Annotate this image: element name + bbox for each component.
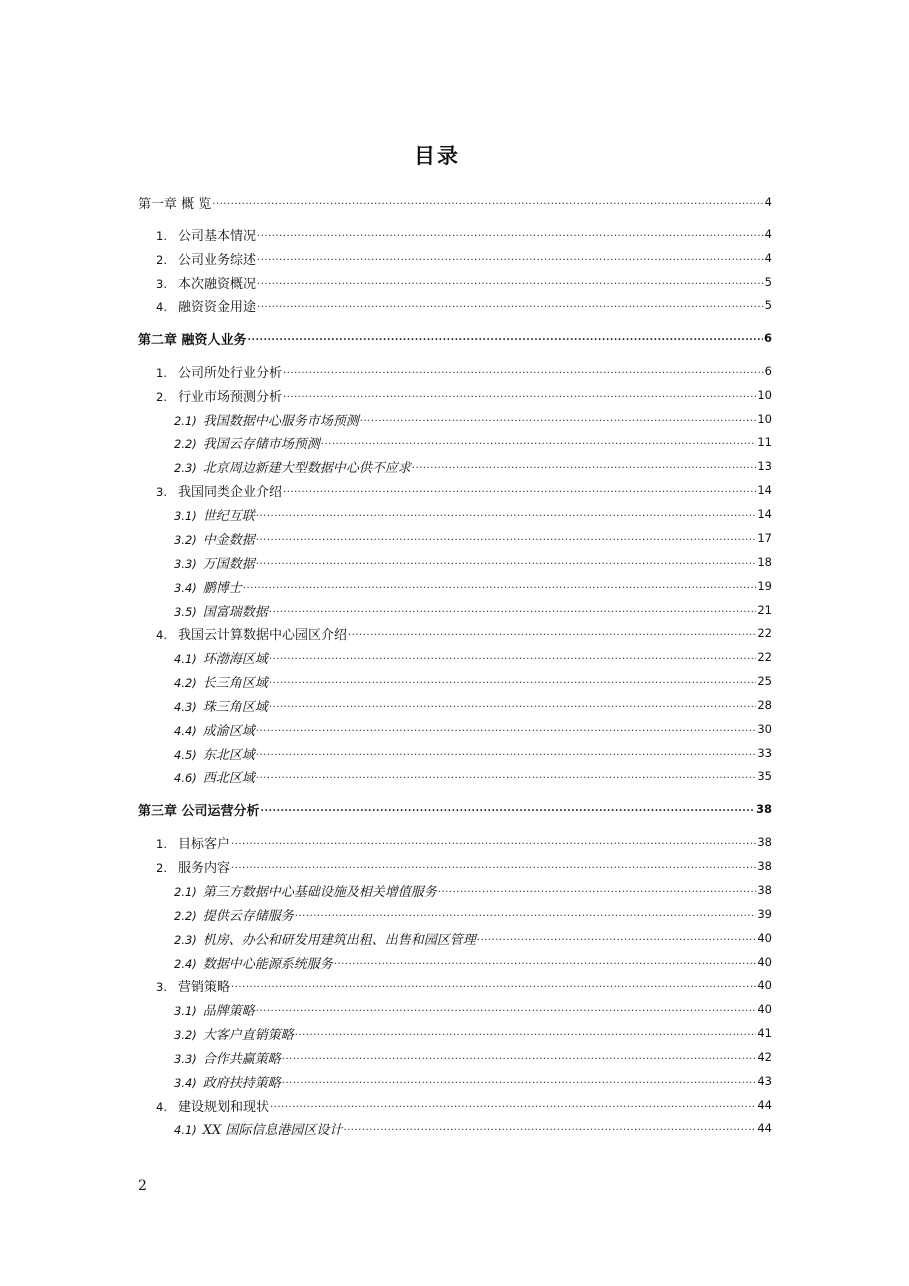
toc-dot-leader <box>438 880 757 900</box>
toc-dot-leader <box>283 385 756 405</box>
toc-entry[interactable] <box>174 904 772 924</box>
toc-entry-number: 3.5) <box>174 604 197 619</box>
toc-dot-leader <box>360 409 757 429</box>
toc-dot-leader <box>269 647 757 667</box>
toc-entry-number: 3.2) <box>174 532 197 547</box>
toc-entry[interactable] <box>156 295 772 315</box>
toc-dot-leader <box>256 504 757 524</box>
toc-entry-number: 2.3) <box>174 932 197 947</box>
toc-entry[interactable] <box>174 432 772 452</box>
toc-entry-text: 北京周边新建大型数据中心供不应求 <box>202 460 411 476</box>
toc-dot-leader <box>212 192 763 212</box>
toc-entry-text: 我国云计算数据中心园区介绍 <box>178 627 348 643</box>
toc-entry-page: 11 <box>757 435 772 449</box>
toc-entry-page: 5 <box>764 298 772 312</box>
toc-dot-leader <box>248 328 763 348</box>
toc-entry-page: 21 <box>757 603 772 617</box>
toc-entry-label <box>174 672 268 691</box>
toc-entry-number: 4.1) <box>174 651 197 666</box>
toc-entry-text: 第三方数据中心基础设施及相关增值服务 <box>202 884 437 900</box>
toc-entry[interactable] <box>156 975 772 995</box>
toc-entry-page: 43 <box>757 1074 772 1088</box>
toc-entry-text: 西北区域 <box>202 770 255 786</box>
toc-entry-text: 提供云存储服务 <box>202 908 294 924</box>
toc-entry-label <box>138 329 247 348</box>
toc-entry-number: 2.2) <box>174 436 197 451</box>
toc-entry[interactable] <box>174 880 772 900</box>
toc-entry[interactable] <box>174 552 772 572</box>
toc-dot-leader <box>283 361 764 381</box>
toc-dot-leader <box>257 248 764 268</box>
toc-entry-page: 41 <box>757 1026 772 1040</box>
toc-entry-text: 第二章 融资人业务 <box>138 332 247 348</box>
toc-entry-page: 39 <box>757 907 772 921</box>
toc-entry-page: 38 <box>757 883 772 897</box>
toc-entry[interactable] <box>174 1047 772 1067</box>
toc-entry-page: 6 <box>763 331 772 345</box>
toc-entry-page: 28 <box>757 698 772 712</box>
toc-entry[interactable] <box>174 952 772 972</box>
toc-entry-page: 40 <box>757 931 772 945</box>
toc-entry-text: 鹏博士 <box>202 580 242 596</box>
page-number: 2 <box>138 1178 147 1194</box>
toc-dot-leader <box>412 456 757 476</box>
toc-entry-number: 1. <box>156 836 167 851</box>
toc-entry-label <box>174 553 255 572</box>
toc-entry-label <box>174 529 255 548</box>
toc-entry-label <box>138 193 211 212</box>
toc-entry[interactable] <box>174 743 772 763</box>
toc-entry-text: XX 国际信息港园区设计 <box>202 1122 343 1138</box>
toc-entry-number: 4.1) <box>174 1122 197 1137</box>
toc-dot-leader <box>334 952 757 972</box>
toc-entry-text: 服务内容 <box>178 860 231 876</box>
toc-entry[interactable] <box>174 647 772 667</box>
toc-entry-page: 38 <box>757 835 772 849</box>
toc-dot-leader <box>269 671 757 691</box>
toc-entry[interactable] <box>156 224 772 244</box>
toc-dot-leader <box>257 272 764 292</box>
toc-entry-label <box>174 720 255 739</box>
toc-entry-number: 2.2) <box>174 908 197 923</box>
toc-dot-leader <box>283 480 756 500</box>
toc-entry-number: 2.3) <box>174 460 197 475</box>
toc-entry-page: 14 <box>757 507 772 521</box>
toc-entry-text: 世纪互联 <box>202 508 255 524</box>
toc-entry-number: 4.3) <box>174 699 197 714</box>
toc-entry-number: 4.4) <box>174 723 197 738</box>
toc-entry[interactable] <box>156 248 772 268</box>
toc-entry-label <box>156 296 256 315</box>
toc-dot-leader <box>257 224 764 244</box>
toc-entry[interactable] <box>174 719 772 739</box>
toc-dot-leader <box>256 528 757 548</box>
toc-entry-number: 3. <box>156 979 167 994</box>
toc-entry-label <box>174 601 268 620</box>
toc-entry[interactable] <box>174 409 772 429</box>
toc-entry-number: 2.1) <box>174 413 197 428</box>
toc-entry-label <box>156 857 230 876</box>
toc-entry-label <box>174 1048 281 1067</box>
toc-entry-number: 4.2) <box>174 675 197 690</box>
toc-dot-leader <box>282 1047 757 1067</box>
toc-dot-leader <box>261 799 755 819</box>
toc-entry-number: 3.4) <box>174 580 197 595</box>
toc-dot-leader <box>295 1023 757 1043</box>
toc-entry[interactable] <box>156 385 772 405</box>
toc-entry-text: 长三角区域 <box>202 675 268 691</box>
toc-entry-text: 万国数据 <box>202 556 255 572</box>
toc-entry-text: 机房、办公和研发用建筑出租、出售和园区管理 <box>202 932 476 948</box>
toc-entry-label <box>156 624 347 643</box>
toc-entry-page: 13 <box>757 459 772 473</box>
toc-entry-page: 33 <box>757 746 772 760</box>
toc-entry[interactable] <box>174 1071 772 1091</box>
toc-entry[interactable] <box>174 766 772 786</box>
toc-entry-number: 1. <box>156 365 167 380</box>
toc-entry-label <box>174 696 268 715</box>
toc-entry-page: 22 <box>757 626 772 640</box>
toc-dot-leader <box>321 432 757 452</box>
toc-entry-text: 大客户直销策略 <box>202 1027 294 1043</box>
toc-entry-page: 4 <box>764 227 772 241</box>
toc-dot-leader <box>348 623 756 643</box>
toc-entry-number: 3.3) <box>174 1051 197 1066</box>
toc-entry[interactable] <box>174 600 772 620</box>
toc-entry-text: 品牌策略 <box>202 1003 255 1019</box>
toc-entry-text: 中金数据 <box>202 532 255 548</box>
toc-entry[interactable] <box>156 832 772 852</box>
toc-entry-number: 3.4) <box>174 1075 197 1090</box>
toc-entry-label <box>156 386 282 405</box>
toc-entry[interactable] <box>174 695 772 715</box>
toc-entry[interactable] <box>156 1095 772 1115</box>
toc-entry-label <box>174 410 359 429</box>
toc-entry-page: 17 <box>757 531 772 545</box>
toc-entry-text: 成渝区域 <box>202 723 255 739</box>
toc-entry-text: 合作共赢策略 <box>202 1051 281 1067</box>
toc-entry-page: 42 <box>757 1050 772 1064</box>
toc-entry-label <box>174 905 294 924</box>
toc-entry-number: 3.1) <box>174 508 197 523</box>
toc-entry-number: 3. <box>156 276 167 291</box>
toc-entry-number: 4.6) <box>174 770 197 785</box>
toc-dot-leader <box>231 832 756 852</box>
toc-entry-page: 40 <box>757 1002 772 1016</box>
toc-entry[interactable] <box>174 456 772 476</box>
toc-dot-leader <box>295 904 757 924</box>
toc-entry-number: 3. <box>156 484 167 499</box>
toc-entry-label <box>156 362 282 381</box>
toc-entry-text: 目标客户 <box>178 836 231 852</box>
toc-entry-text: 我国云存储市场预测 <box>202 436 320 452</box>
toc-entry-text: 珠三角区域 <box>202 699 268 715</box>
toc-entry[interactable] <box>156 623 772 643</box>
toc-entry[interactable] <box>174 1118 772 1138</box>
toc-dot-leader <box>282 1071 757 1091</box>
toc-entry-label <box>174 881 437 900</box>
toc-entry[interactable] <box>174 999 772 1019</box>
toc-entry-page: 38 <box>757 859 772 873</box>
toc-dot-leader <box>231 975 756 995</box>
toc-entry-text: 东北区域 <box>202 747 255 763</box>
toc-entry-label <box>156 249 256 268</box>
toc-entry-number: 4. <box>156 1099 167 1114</box>
toc-entry-page: 4 <box>764 251 772 265</box>
toc-entry[interactable] <box>174 928 772 948</box>
toc-entry-label <box>174 1024 294 1043</box>
toc-entry[interactable] <box>138 799 772 819</box>
toc-dot-leader <box>243 576 757 596</box>
toc-entry-number: 2. <box>156 389 167 404</box>
toc-entry-text: 数据中心能源系统服务 <box>202 956 333 972</box>
toc-entry-text: 国富瑞数据 <box>202 604 268 620</box>
toc-entry[interactable] <box>174 576 772 596</box>
toc-entry[interactable] <box>156 361 772 381</box>
toc-dot-leader <box>270 1095 756 1115</box>
toc-entry-number: 2. <box>156 252 167 267</box>
document-title: 目录 <box>414 144 460 168</box>
toc-entry-page: 14 <box>757 483 772 497</box>
toc-entry-page: 10 <box>757 412 772 426</box>
toc-entry-text: 融资资金用途 <box>178 299 257 315</box>
toc-entry-number: 4.5) <box>174 747 197 762</box>
toc-entry-page: 25 <box>757 674 772 688</box>
toc-dot-leader <box>256 719 757 739</box>
toc-entry-page: 5 <box>764 275 772 289</box>
toc-entry-label <box>156 225 256 244</box>
toc-entry-page: 10 <box>757 388 772 402</box>
toc-entry-page: 18 <box>757 555 772 569</box>
toc-entry-label <box>174 648 268 667</box>
toc-entry[interactable] <box>174 504 772 524</box>
toc-entry-number: 3.2) <box>174 1027 197 1042</box>
toc-entry-text: 我国同类企业介绍 <box>178 484 283 500</box>
toc-entry-page: 30 <box>757 722 772 736</box>
toc-entry-number: 2.1) <box>174 884 197 899</box>
toc-entry[interactable] <box>174 528 772 548</box>
toc-entry-label <box>156 976 230 995</box>
toc-entry-text: 第三章 公司运营分析 <box>138 803 260 819</box>
toc-entry[interactable] <box>174 671 772 691</box>
toc-entry-label <box>174 953 333 972</box>
toc-entry-text: 营销策略 <box>178 979 231 995</box>
toc-dot-leader <box>343 1118 756 1138</box>
toc-entry-label <box>174 1072 281 1091</box>
toc-entry-text: 本次融资概况 <box>178 276 257 292</box>
toc-entry-number: 3.1) <box>174 1003 197 1018</box>
toc-entry-number: 4. <box>156 299 167 314</box>
toc-entry-text: 公司基本情况 <box>178 228 257 244</box>
toc-entry-number: 2.4) <box>174 956 197 971</box>
toc-entry-page: 44 <box>757 1098 772 1112</box>
toc-entry-number: 1. <box>156 228 167 243</box>
toc-entry-label <box>174 433 320 452</box>
toc-entry-page: 6 <box>764 364 772 378</box>
toc-entry-label <box>174 505 255 524</box>
toc-entry-number: 4. <box>156 627 167 642</box>
toc-entry-page: 40 <box>757 955 772 969</box>
toc-entry-text: 政府扶持策略 <box>202 1075 281 1091</box>
toc-entry-label <box>174 929 476 948</box>
toc-entry-page: 4 <box>764 195 772 209</box>
toc-entry-label <box>174 1119 342 1138</box>
toc-entry[interactable] <box>174 1023 772 1043</box>
toc-dot-leader <box>256 999 757 1019</box>
toc-entry-text: 公司业务综述 <box>178 252 257 268</box>
toc-entry-label <box>174 457 411 476</box>
toc-entry-label <box>156 273 256 292</box>
toc-entry-label <box>174 767 255 786</box>
toc-entry[interactable] <box>156 856 772 876</box>
toc-entry-label <box>174 577 242 596</box>
toc-entry-number: 2. <box>156 860 167 875</box>
toc-entry[interactable] <box>138 328 772 348</box>
toc-entry-text: 我国数据中心服务市场预测 <box>202 413 359 429</box>
toc-entry-label <box>174 1000 255 1019</box>
toc-entry[interactable] <box>156 272 772 292</box>
toc-entry-text: 建设规划和现状 <box>178 1099 270 1115</box>
toc-entry[interactable] <box>156 480 772 500</box>
toc-dot-leader <box>257 295 764 315</box>
toc-entry-label <box>174 744 255 763</box>
toc-dot-leader <box>256 552 757 572</box>
toc-entry-text: 环渤海区域 <box>202 651 268 667</box>
toc-dot-leader <box>269 695 757 715</box>
toc-entry-label <box>156 481 282 500</box>
toc-dot-leader <box>256 766 757 786</box>
toc-entry-text: 行业市场预测分析 <box>178 389 283 405</box>
toc-dot-leader <box>269 600 757 620</box>
toc-dot-leader <box>477 928 757 948</box>
toc-dot-leader <box>256 743 757 763</box>
toc-entry-page: 35 <box>757 769 772 783</box>
toc-entry-label <box>156 1096 269 1115</box>
toc-entry-label <box>156 833 230 852</box>
toc-dot-leader <box>231 856 756 876</box>
toc-entry-text: 第一章 概 览 <box>138 196 212 212</box>
toc-entry-page: 22 <box>757 650 772 664</box>
toc-entry-page: 40 <box>757 978 772 992</box>
toc-entry-label <box>138 800 260 819</box>
toc-entry-page: 19 <box>757 579 772 593</box>
toc-entry[interactable] <box>138 192 772 212</box>
toc-entry-number: 3.3) <box>174 556 197 571</box>
toc-entry-page: 44 <box>757 1121 772 1135</box>
toc-entry-page: 38 <box>755 802 772 816</box>
toc-entry-text: 公司所处行业分析 <box>178 365 283 381</box>
